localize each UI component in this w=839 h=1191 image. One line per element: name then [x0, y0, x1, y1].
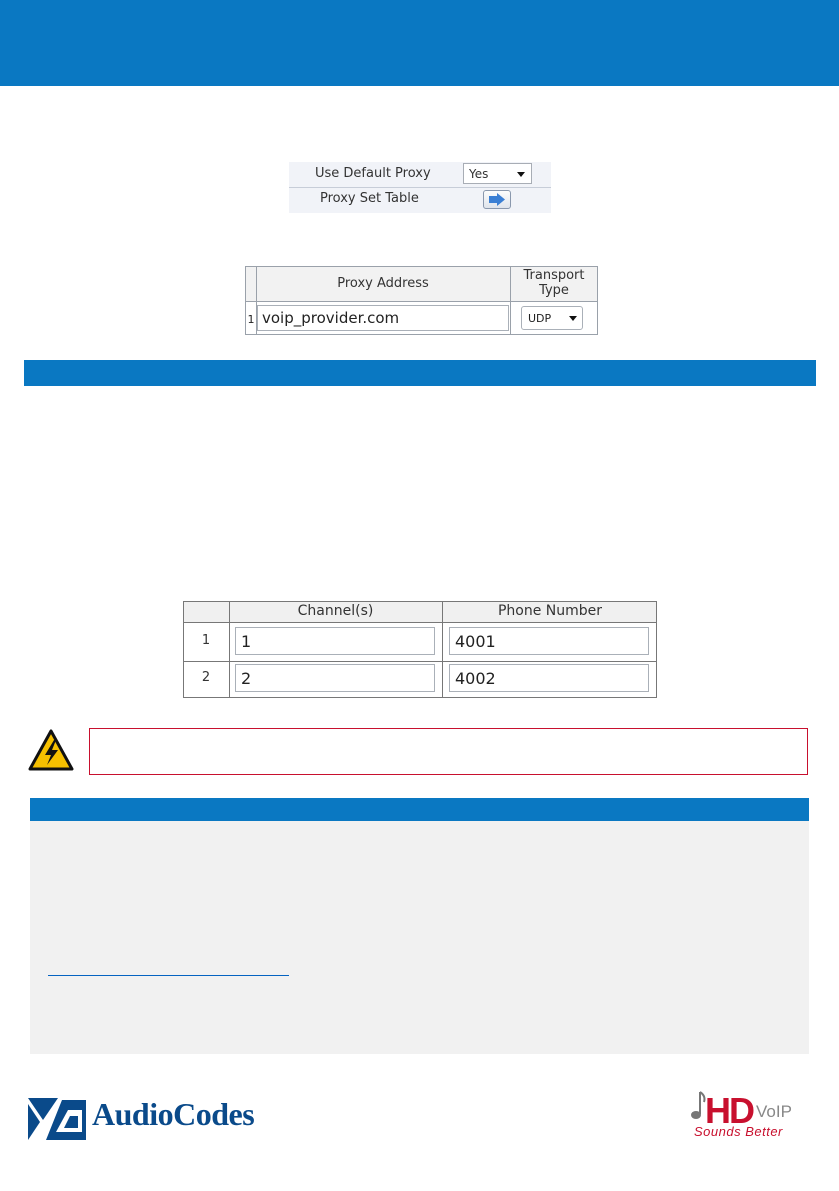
use-default-proxy-label: Use Default Proxy: [315, 166, 431, 181]
proxy-address-header: Proxy Address: [337, 276, 429, 291]
tagline: Sounds Better: [694, 1124, 783, 1139]
transport-type-select[interactable]: [521, 306, 583, 330]
transport-type-value: UDP: [528, 312, 552, 325]
header-band: [0, 0, 839, 86]
chevron-down-icon: [569, 316, 577, 321]
row-index: 2: [201, 670, 211, 685]
chevron-down-icon: [517, 172, 525, 177]
proxy-address-input[interactable]: voip_provider.com: [257, 305, 509, 331]
hd-mark: HD: [705, 1090, 753, 1131]
proxy-set-table-button[interactable]: [483, 190, 511, 209]
section-header-bar: [24, 360, 816, 386]
hyperlink[interactable]: [48, 975, 289, 976]
channel-phone-table: [183, 601, 657, 698]
info-panel: [30, 798, 809, 1054]
transport-header-line1: Transport: [523, 268, 585, 283]
transport-type-header: [511, 268, 597, 298]
channel-input[interactable]: 1: [235, 627, 435, 655]
audiocodes-wordmark: AudioCodes: [92, 1096, 255, 1132]
transport-header-line2: Type: [539, 283, 569, 298]
row-index: 1: [247, 313, 255, 326]
warning-box: [89, 728, 808, 775]
row-index: 1: [201, 633, 211, 648]
proxy-address-table: [245, 266, 598, 335]
channel-input[interactable]: 2: [235, 664, 435, 692]
arrow-right-icon: [484, 191, 510, 208]
info-panel-header-bar: [30, 798, 809, 821]
use-default-proxy-value: Yes: [469, 167, 489, 181]
proxy-set-table-label: Proxy Set Table: [320, 191, 419, 206]
phone-number-input[interactable]: 4001: [449, 627, 649, 655]
use-default-proxy-row: [289, 162, 551, 188]
phone-number-header: Phone Number: [497, 603, 603, 619]
table-border: [183, 601, 657, 698]
audiocodes-emblem-icon: [28, 1098, 88, 1142]
use-default-proxy-select[interactable]: [463, 163, 532, 184]
audiocodes-logo: [28, 1098, 308, 1144]
phone-number-input[interactable]: 4002: [449, 664, 649, 692]
channels-header: Channel(s): [297, 603, 374, 619]
hd-voip-logo: [690, 1090, 815, 1145]
voip-mark: VoIP: [756, 1102, 792, 1121]
high-voltage-warning-icon: [28, 729, 74, 771]
proxy-settings-panel: [289, 162, 551, 213]
